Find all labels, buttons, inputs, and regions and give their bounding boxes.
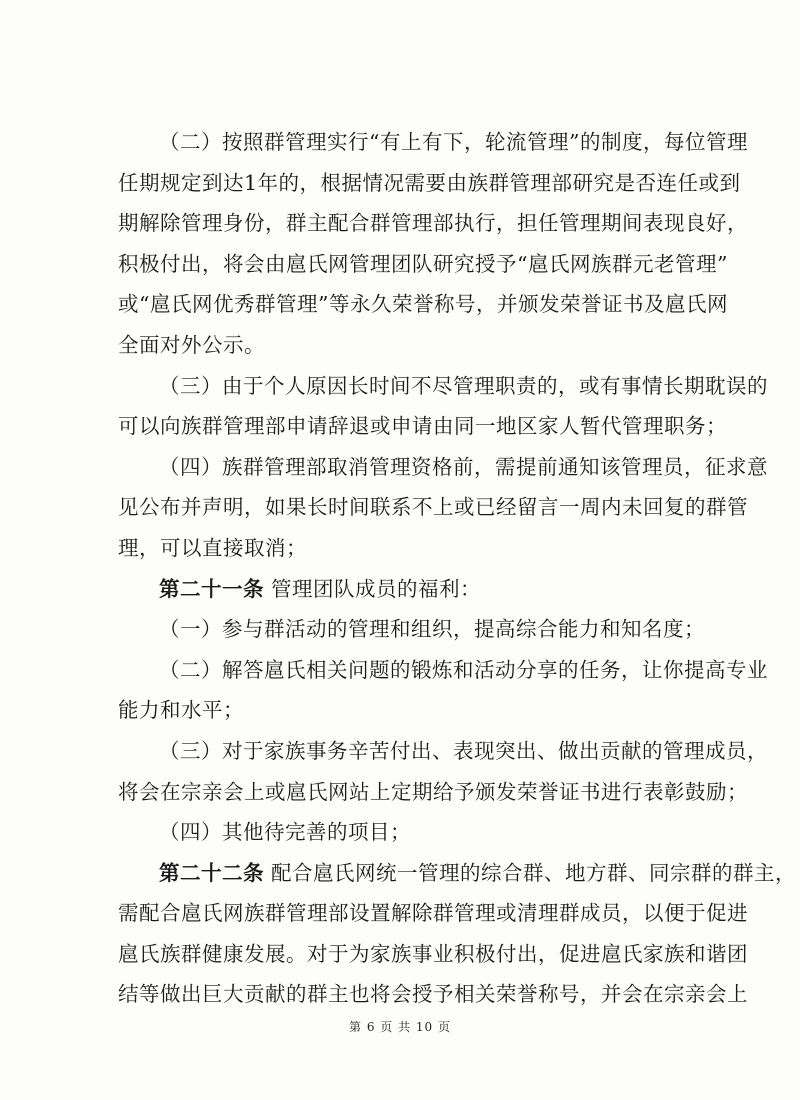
paragraph-line: 将会在宗亲会上或扈氏网站上定期给予颁发荣誉证书进行表彰鼓励； xyxy=(118,779,748,804)
paragraph-line: 全面对外公示。 xyxy=(118,332,265,357)
paragraph-line: 理，可以直接取消； xyxy=(118,535,307,560)
article-22-heading xyxy=(118,853,797,894)
document-body xyxy=(118,122,797,1015)
paragraph-line: 扈氏族群健康发展。对于为家族事业积极付出，促进扈氏家族和谐团 xyxy=(118,941,748,966)
paragraph-line: 能力和水平； xyxy=(118,698,244,723)
article-number: 第二十二条 xyxy=(159,860,264,885)
page-number-footer: 第 6 页 共 10 页 xyxy=(349,1020,451,1034)
paragraph-line: （二）按照群管理实行“有上有下，轮流管理”的制度，每位管理 xyxy=(159,130,748,154)
paragraph-line: 见公布并声明，如果长时间联系不上或已经留言一周内未回复的群管 xyxy=(118,495,748,520)
article-title: 配合扈氏网统一管理的综合群、地方群、同宗群的群主， xyxy=(271,860,797,885)
paragraph-line: 积极付出，将会由扈氏网管理团队研究授予“扈氏网族群元老管理” xyxy=(118,251,728,276)
paragraph-line: （四）族群管理部取消管理资格前，需提前通知该管理员，征求意 xyxy=(159,454,768,479)
paragraph-line: （三）对于家族事务辛苦付出、表现突出、做出贡献的管理成员， xyxy=(159,738,768,763)
paragraph-line: 需配合扈氏网族群管理部设置解除群管理或清理群成员，以便于促进 xyxy=(118,901,748,926)
paragraph-line: 可以向族群管理部申请辞退或申请由同一地区家人暂代管理职务； xyxy=(118,414,727,439)
article-title: 管理团队成员的福利： xyxy=(271,576,482,601)
paragraph-line: 或“扈氏网优秀群管理”等永久荣誉称号，并颁发荣誉证书及扈氏网 xyxy=(118,292,728,317)
article-number: 第二十一条 xyxy=(159,576,264,601)
paragraph-line: （一）参与群活动的管理和组织，提高综合能力和知名度； xyxy=(159,617,705,642)
paragraph-line: （四）其他待完善的项目； xyxy=(159,820,411,845)
paragraph-line: （三）由于个人原因长时间不尽管理职责的，或有事情长期耽误的 xyxy=(159,373,768,398)
paragraph-line: 期解除管理身份，群主配合群管理部执行，担任管理期间表现良好， xyxy=(118,211,748,236)
paragraph-line: 结等做出巨大贡献的群主也将会授予相关荣誉称号，并会在宗亲会上 xyxy=(118,982,748,1007)
article-21-heading xyxy=(118,569,738,610)
paragraph-line: 任期规定到达1年的，根据情况需要由族群管理部研究是否连任或到 xyxy=(118,170,741,195)
paragraph-line: （二）解答扈氏相关问题的锻炼和活动分享的任务，让你提高专业 xyxy=(159,657,768,682)
